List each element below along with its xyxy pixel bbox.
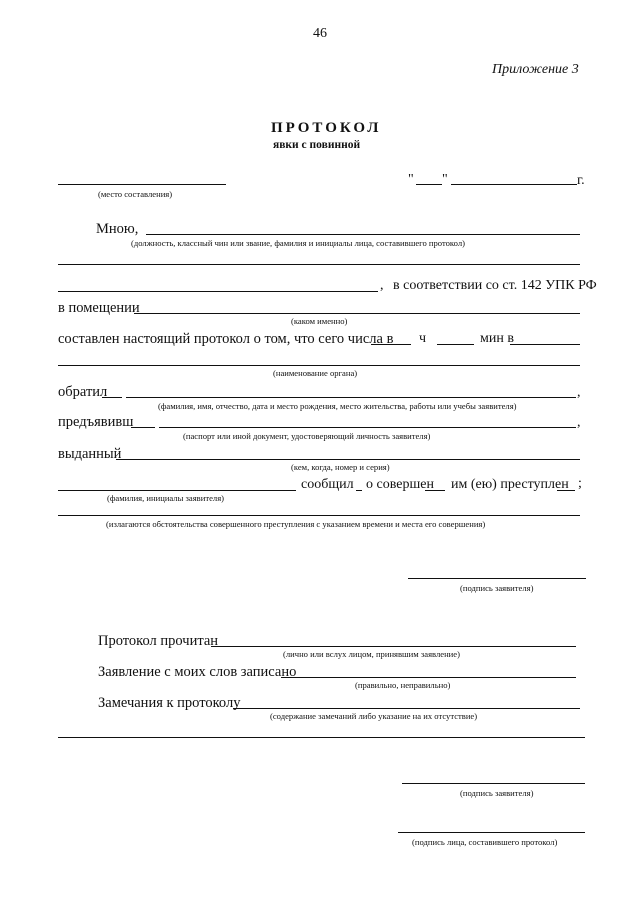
organ-field-2[interactable] — [58, 365, 580, 366]
reported-text-3: им (ею) преступлен — [451, 477, 569, 492]
applicant-signature-caption-1: (подпись заявителя) — [460, 583, 534, 593]
applicant-name-caption: (фамилия, инициалы заявителя) — [107, 493, 225, 503]
applicant-signature-caption-2: (подпись заявителя) — [460, 788, 534, 798]
date-quote-open: " — [408, 172, 414, 187]
appealed-field[interactable] — [126, 397, 576, 398]
presented-suffix-field[interactable] — [131, 427, 155, 428]
organ-caption: (наименование органа) — [273, 368, 358, 378]
reported-suffix-field-3[interactable] — [557, 490, 575, 491]
reported-suffix-field-2[interactable] — [425, 490, 445, 491]
minute-label: мин в — [480, 331, 514, 346]
place-field[interactable] — [58, 184, 226, 185]
remarks-field-2[interactable] — [58, 737, 585, 738]
reported-text-1: сообщил — [301, 477, 354, 492]
issued-field[interactable] — [116, 459, 580, 460]
document-title: ПРОТОКОЛ — [271, 120, 382, 136]
date-month-year-field[interactable] — [451, 184, 577, 185]
presented-field[interactable] — [159, 427, 576, 428]
issued-label: выданный — [58, 446, 122, 462]
read-caption: (лично или вслух лицом, принявшим заявление) — [283, 649, 460, 659]
circumstances-caption: (излагаются обстоятельства совершенного преступления с указанием времени и места его совершения) — [106, 519, 486, 529]
officer-field[interactable] — [146, 234, 580, 235]
article-comma: , — [380, 278, 384, 293]
hour-label: ч — [419, 331, 427, 346]
officer-signature-field[interactable] — [398, 832, 585, 833]
minute-field[interactable] — [437, 344, 474, 345]
reported-text-2: о совершен — [366, 477, 434, 492]
read-field[interactable] — [211, 646, 576, 647]
hour-field[interactable] — [371, 344, 411, 345]
date-day-field[interactable] — [416, 184, 442, 185]
recorded-field[interactable] — [281, 677, 576, 678]
reported-suffix-field-1[interactable] — [356, 490, 362, 491]
document-subtitle: явки с повинной — [273, 139, 361, 151]
compiled-label: составлен настоящий протокол о том, что сего числа в — [58, 331, 394, 347]
circumstances-field[interactable] — [58, 515, 580, 516]
article-text: в соответствии со ст. 142 УПК РФ — [393, 278, 597, 293]
remarks-caption: (содержание замечаний либо указание на их отсутствие) — [270, 711, 478, 721]
recorded-label: Заявление с моих слов записано — [98, 664, 297, 680]
reported-semicolon: ; — [578, 476, 582, 491]
remarks-field[interactable] — [233, 708, 580, 709]
officer-signature-caption: (подпись лица, составившего протокол) — [412, 837, 558, 847]
organ-field[interactable] — [510, 344, 580, 345]
officer-field-3[interactable] — [58, 291, 378, 292]
applicant-signature-field-2[interactable] — [402, 783, 585, 784]
presented-comma: , — [577, 415, 581, 430]
presented-caption: (паспорт или иной документ, удостоверяющий личность заявителя) — [183, 431, 431, 441]
place-caption: (место составления) — [98, 189, 173, 199]
officer-caption: (должность, классный чин или звание, фамилия и инициалы лица, составившего протокол) — [131, 238, 465, 248]
recorded-caption: (правильно, неправильно) — [355, 680, 451, 690]
officer-field-2[interactable] — [58, 264, 580, 265]
applicant-name-field[interactable] — [58, 490, 296, 491]
presented-label: предъявивш — [58, 414, 134, 430]
remarks-label: Замечания к протоколу — [98, 695, 241, 711]
date-quote-close: " — [442, 172, 448, 187]
appealed-caption: (фамилия, имя, отчество, дата и место рождения, место жительства, работы или учебы заявителя) — [158, 401, 517, 411]
appealed-suffix-field[interactable] — [102, 397, 122, 398]
appealed-label: обратил — [58, 384, 108, 400]
read-label: Протокол прочитан — [98, 633, 219, 649]
issued-caption: (кем, когда, номер и серия) — [291, 462, 390, 472]
appendix-label: Приложение 3 — [492, 62, 579, 77]
premises-caption: (каком именно) — [291, 316, 348, 326]
mnoyu-label: Мною, — [96, 221, 139, 237]
applicant-signature-field-1[interactable] — [408, 578, 586, 579]
premises-field[interactable] — [134, 313, 580, 314]
date-year-suffix: г. — [577, 173, 585, 188]
appealed-comma: , — [577, 385, 581, 400]
premises-label: в помещении — [58, 300, 140, 316]
page-number: 46 — [313, 26, 327, 41]
